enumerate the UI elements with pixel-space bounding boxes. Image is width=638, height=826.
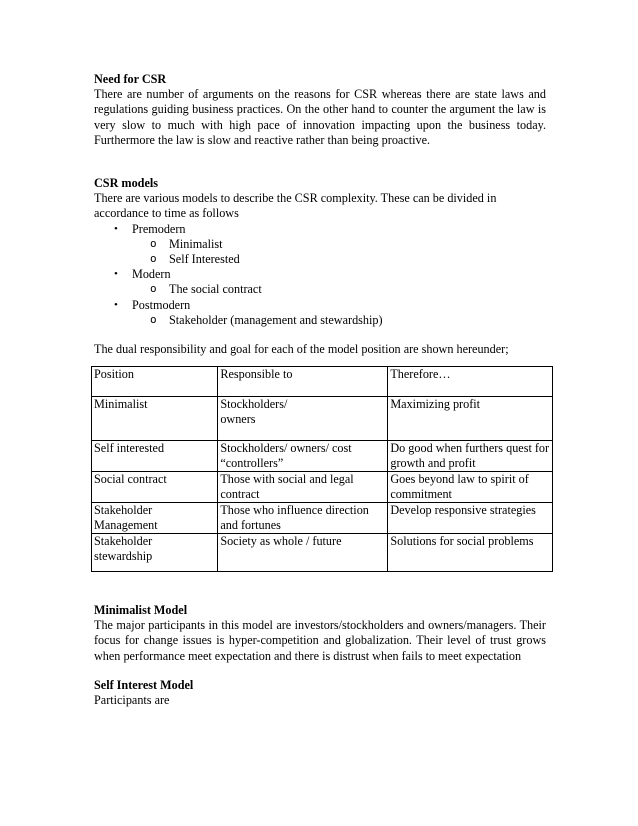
table-cell: Goes beyond law to spirit of commitment xyxy=(388,472,553,503)
paragraph-need-for-csr: There are number of arguments on the reasons for CSR whereas there are state laws and regulations guiding business practices. On the other hand to counter the argument the law is very slow to much with high pace of innovation impacting upon the business today. Furthermore the law is slow and reactive rather than being proactive. xyxy=(94,87,546,147)
table-cell: Minimalist xyxy=(92,397,218,441)
table-cell: Self interested xyxy=(92,441,218,472)
sub-list xyxy=(132,237,546,267)
table-header-cell: Position xyxy=(92,367,218,397)
table-header-row xyxy=(92,367,553,397)
paragraph-self-interest-model: Participants are xyxy=(94,693,170,708)
table-cell: Stakeholder stewardship xyxy=(92,534,218,572)
sub-list-item: o Self Interested xyxy=(132,252,546,267)
table-cell: Society as whole / future xyxy=(218,534,388,572)
page-upper xyxy=(94,72,546,357)
table-row xyxy=(92,441,553,472)
table-row xyxy=(92,503,553,534)
table-row xyxy=(92,472,553,503)
section-heading-minimalist-model: Minimalist Model xyxy=(94,603,188,617)
table-cell: Solutions for social problems xyxy=(388,534,553,572)
table-cell: Maximizing profit xyxy=(388,397,553,441)
table-cell: Those who influence direction and fortunes xyxy=(218,503,388,534)
csr-models-list xyxy=(94,222,546,328)
page-lower xyxy=(94,603,546,708)
table-cell: Social contract xyxy=(92,472,218,503)
csr-models-table xyxy=(91,366,553,572)
paragraph-minimalist-model: The major participants in this model are investors/stockholders and owners/managers. Their focus for change issues is hyper-competition and globalization. Their level of trust grows when performance meet expectation and there is distrust when fails to meet expectation xyxy=(94,618,546,663)
section-heading-self-interest-model: Self Interest Model xyxy=(94,677,194,692)
list-item-postmodern xyxy=(94,298,546,328)
section-heading-csr-models: CSR models xyxy=(94,176,158,191)
table-header-cell: Therefore… xyxy=(388,367,553,397)
table-row xyxy=(92,397,553,441)
table-cell: Stakeholder Management xyxy=(92,503,218,534)
table-cell: Do good when furthers quest for growth and profit xyxy=(388,441,553,472)
table-cell: Stockholders/ owners/ cost “controllers” xyxy=(218,441,388,472)
list-item-label: Premodern xyxy=(132,221,186,236)
sub-list xyxy=(132,313,546,328)
table-cell: Develop responsive strategies xyxy=(388,503,553,534)
paragraph-table-intro: The dual responsibility and goal for each of the model position are shown hereunder; xyxy=(94,342,509,357)
section-heading-need-for-csr: Need for CSR xyxy=(94,72,167,86)
sub-list-item: o The social contract xyxy=(132,282,546,297)
sub-list-item: o Stakeholder (management and stewardship) xyxy=(132,313,546,328)
sub-list xyxy=(132,282,546,297)
sub-list-item: o Minimalist xyxy=(132,237,546,252)
table-row xyxy=(92,534,553,572)
list-item-label: Postmodern xyxy=(132,297,191,312)
table-cell: Those with social and legal contract xyxy=(218,472,388,503)
table-cell: Stockholders/ owners xyxy=(218,397,388,441)
list-item-label: Modern xyxy=(132,267,171,282)
list-item-premodern xyxy=(94,222,546,268)
paragraph-csr-models-intro: There are various models to describe the CSR complexity. These can be divided in accordance to time as follows xyxy=(94,191,497,221)
list-item-modern xyxy=(94,267,546,297)
table-header-cell: Responsible to xyxy=(218,367,388,397)
